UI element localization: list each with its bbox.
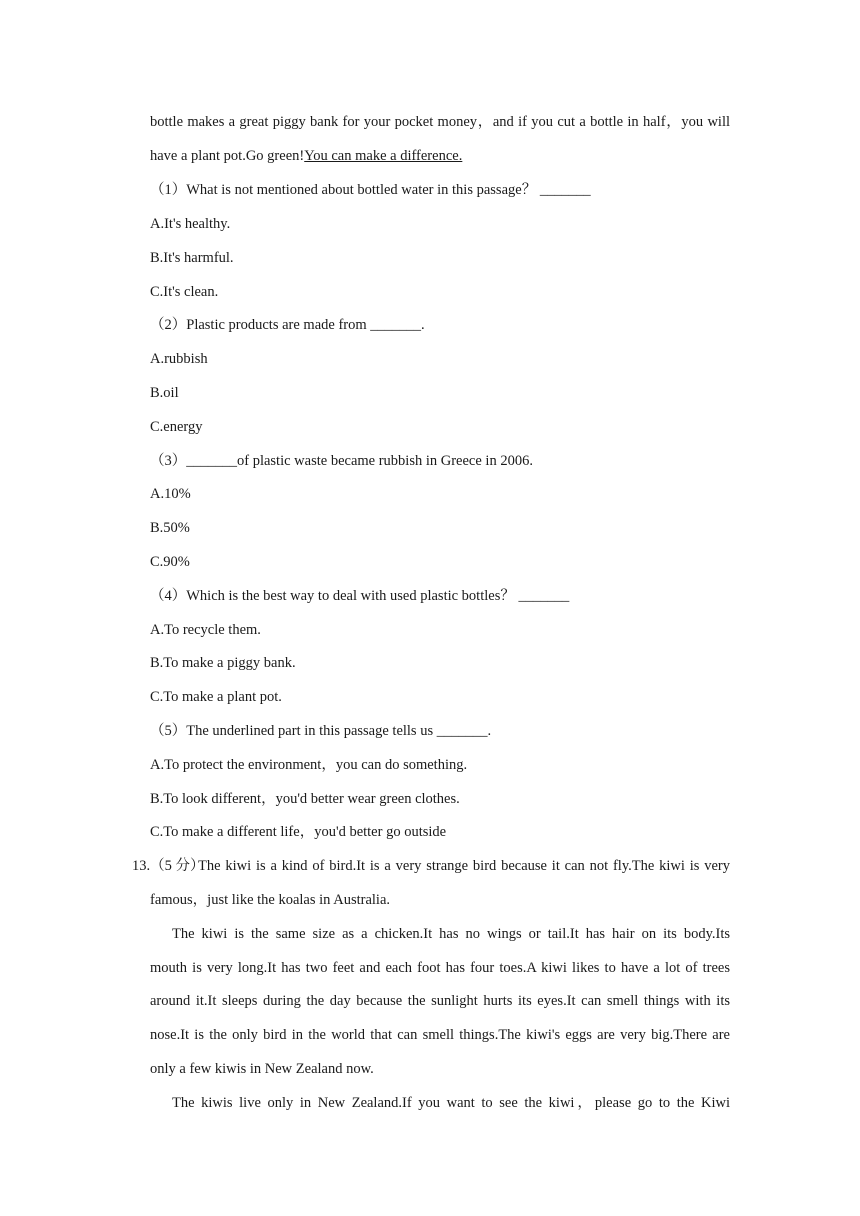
option-a: A.To protect the environment，you can do something. bbox=[150, 757, 468, 773]
option-b: B.To look different，you'd better wear green clothes. bbox=[150, 791, 460, 807]
question-stem: （3）_______of plastic waste became rubbish in Greece in 2006. bbox=[150, 453, 533, 469]
option-b: B.oil bbox=[150, 385, 179, 401]
option-c: C.It's clean. bbox=[150, 284, 219, 300]
option-b: B.It's harmful. bbox=[150, 250, 234, 266]
option-c: C.To make a different life，you'd better go outside bbox=[150, 824, 447, 840]
option-c: C.To make a plant pot. bbox=[150, 689, 282, 705]
passage-line: bottle makes a great piggy bank for your pocket money，and if you cut a bottle in half，you will bbox=[150, 114, 730, 130]
question-stem: （1）What is not mentioned about bottled water in this passage？ _______ bbox=[150, 182, 591, 198]
passage-line bbox=[150, 146, 730, 166]
paragraph-line: mouth is very long.It has two feet and each foot has four toes.A kiwi likes to have a lot of trees bbox=[150, 960, 730, 976]
paragraph-line: nose.It is the only bird in the world that can smell things.The kiwi's eggs are very big.There are bbox=[150, 1027, 730, 1043]
question-stem: （5）The underlined part in this passage tells us _______. bbox=[150, 723, 492, 739]
paragraph-line: only a few kiwis in New Zealand now. bbox=[150, 1061, 374, 1077]
question-stem: （4）Which is the best way to deal with used plastic bottles？ _______ bbox=[150, 588, 570, 604]
paragraph-line: famous，just like the koalas in Australia. bbox=[150, 892, 391, 908]
option-a: A.It's healthy. bbox=[150, 216, 231, 232]
passage-text: have a plant pot.Go green! bbox=[150, 148, 305, 164]
paragraph-line: The kiwi is the same size as a chicken.It has no wings or tail.It has hair on its body.Its bbox=[172, 926, 730, 942]
item-number bbox=[132, 856, 205, 876]
paragraph-line: The kiwi is a kind of bird.It is a very strange bird because it can not fly.The kiwi is very bbox=[198, 858, 730, 874]
item-score: （5 分） bbox=[150, 858, 205, 874]
item-number-label: 13. bbox=[132, 858, 151, 874]
paragraph-line: The kiwis live only in New Zealand.If you want to see the kiwi，please go to the Kiwi bbox=[172, 1095, 730, 1111]
question-stem: （2）Plastic products are made from _______. bbox=[150, 317, 425, 333]
option-c: C.energy bbox=[150, 419, 203, 435]
option-a: A.10% bbox=[150, 486, 191, 502]
option-b: B.50% bbox=[150, 520, 190, 536]
option-a: A.To recycle them. bbox=[150, 622, 261, 638]
option-b: B.To make a piggy bank. bbox=[150, 655, 296, 671]
option-c: C.90% bbox=[150, 554, 190, 570]
underlined-sentence: You can make a difference. bbox=[304, 148, 463, 164]
paragraph-line: around it.It sleeps during the day because the sunlight hurts its eyes.It can smell things with its bbox=[150, 993, 730, 1009]
option-a: A.rubbish bbox=[150, 351, 208, 367]
